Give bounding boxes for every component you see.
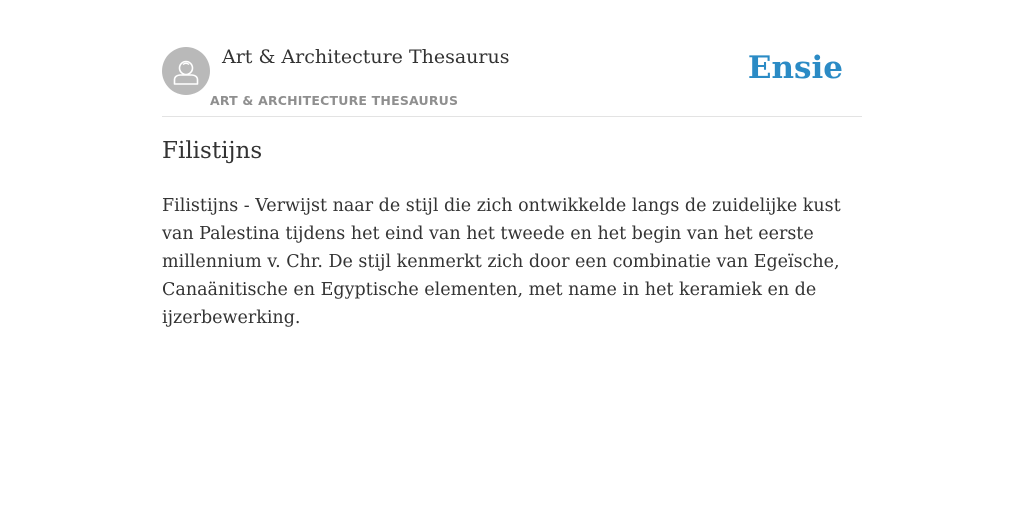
term-definition: Filistijns - Verwijst naar de stijl die zich ontwikkelde langs de zuidelijke kust van Palestina tijdens het eind van het tweede en het begin van het eerste millennium v. Chr. De stijl kenmerkt zich door een combinatie van Egeïsche, Canaänitische en Egyptische elementen, met name in het keramiek en de ijzerbewerking.	[162, 196, 841, 328]
term-title: Filistijns	[162, 138, 263, 164]
brand-logo-link[interactable]: Ensie	[747, 50, 843, 86]
source-title[interactable]: Art & Architecture Thesaurus	[222, 46, 510, 68]
source-header	[162, 46, 862, 117]
user-icon	[162, 47, 210, 95]
source-subtitle: ART & ARCHITECTURE THESAURUS	[210, 93, 459, 108]
avatar[interactable]	[162, 47, 210, 95]
